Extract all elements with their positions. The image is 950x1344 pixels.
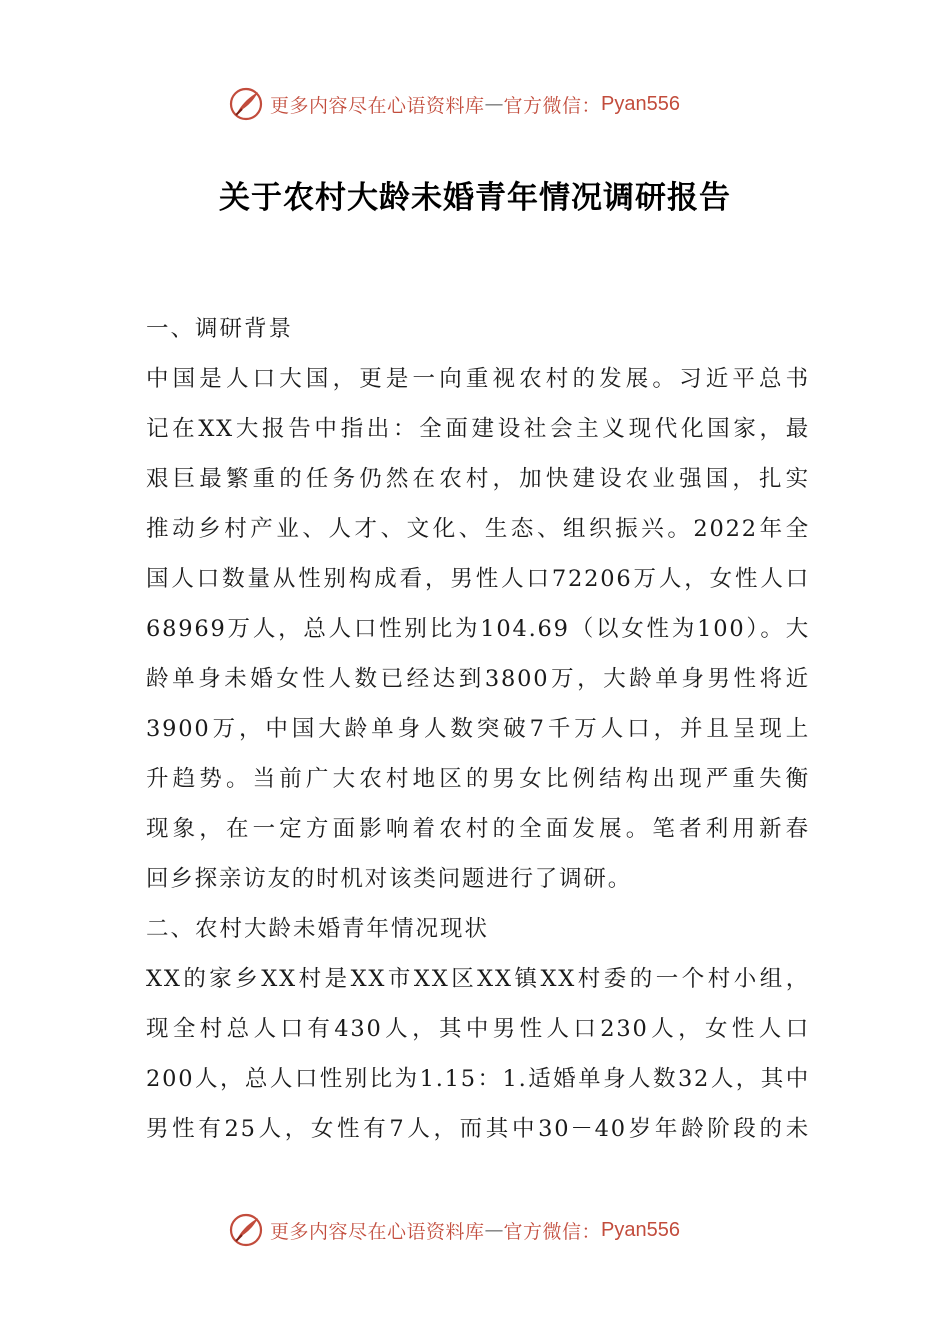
- paragraph-line: 男性有25人，女性有7人，而其中30－40岁年龄阶段的未: [146, 1116, 810, 1142]
- section-heading-background: 一、调研背景: [146, 316, 294, 342]
- paragraph-line: 龄单身未婚女性人数已经达到3800万，大龄单身男性将近: [146, 666, 810, 692]
- paragraph-line: 记在XX大报告中指出：全面建设社会主义现代化国家，最: [146, 416, 810, 442]
- header-banner: [228, 84, 748, 124]
- paragraph-line: XX的家乡XX村是XX市XX区XX镇XX村委的一个村小组，: [146, 966, 810, 992]
- footer-banner: [228, 1210, 748, 1250]
- paragraph-line: 升趋势。当前广大农村地区的男女比例结构出现严重失衡: [146, 766, 810, 792]
- banner-text: 更多内容尽在心语资料库: [270, 1220, 485, 1243]
- page-title: 关于农村大龄未婚青年情况调研报告: [219, 180, 731, 216]
- paragraph-line: 艰巨最繁重的任务仍然在农村，加快建设农业强国，扎实: [146, 466, 810, 492]
- paragraph-line: 国人口数量从性别构成看，男性人口72206万人，女性人口: [146, 566, 810, 592]
- paragraph-line: 推动乡村产业、人才、文化、生态、组织振兴。2022年全: [146, 516, 810, 542]
- banner-wechat-id: Pyan556: [601, 1218, 680, 1241]
- banner-separator: —: [484, 93, 504, 115]
- banner-separator: —: [484, 1219, 504, 1241]
- paragraph-line: 68969万人，总人口性别比为104.69（以女性为100）。大: [146, 616, 810, 642]
- section-heading-status: 二、农村大龄未婚青年情况现状: [146, 916, 490, 942]
- banner-label: 官方微信：: [503, 94, 602, 117]
- paragraph-line: 现象，在一定方面影响着农村的全面发展。笔者利用新春: [146, 816, 810, 842]
- document-body: [146, 304, 810, 1154]
- banner-text: 更多内容尽在心语资料库: [270, 94, 485, 117]
- quill-logo-icon: [228, 86, 264, 122]
- paragraph-line: 中国是人口大国，更是一向重视农村的发展。习近平总书: [146, 366, 810, 392]
- banner-wechat-id: Pyan556: [601, 92, 680, 115]
- paragraph-line: 回乡探亲访友的时机对该类问题进行了调研。: [146, 866, 633, 892]
- paragraph-line: 3900万，中国大龄单身人数突破7千万人口，并且呈现上: [146, 716, 810, 742]
- paragraph-line: 现全村总人口有430人，其中男性人口230人，女性人口: [146, 1016, 810, 1042]
- quill-logo-icon: [228, 1212, 264, 1248]
- banner-label: 官方微信：: [503, 1220, 602, 1243]
- paragraph-line: 200人，总人口性别比为1.15：1.适婚单身人数32人，其中: [146, 1066, 810, 1092]
